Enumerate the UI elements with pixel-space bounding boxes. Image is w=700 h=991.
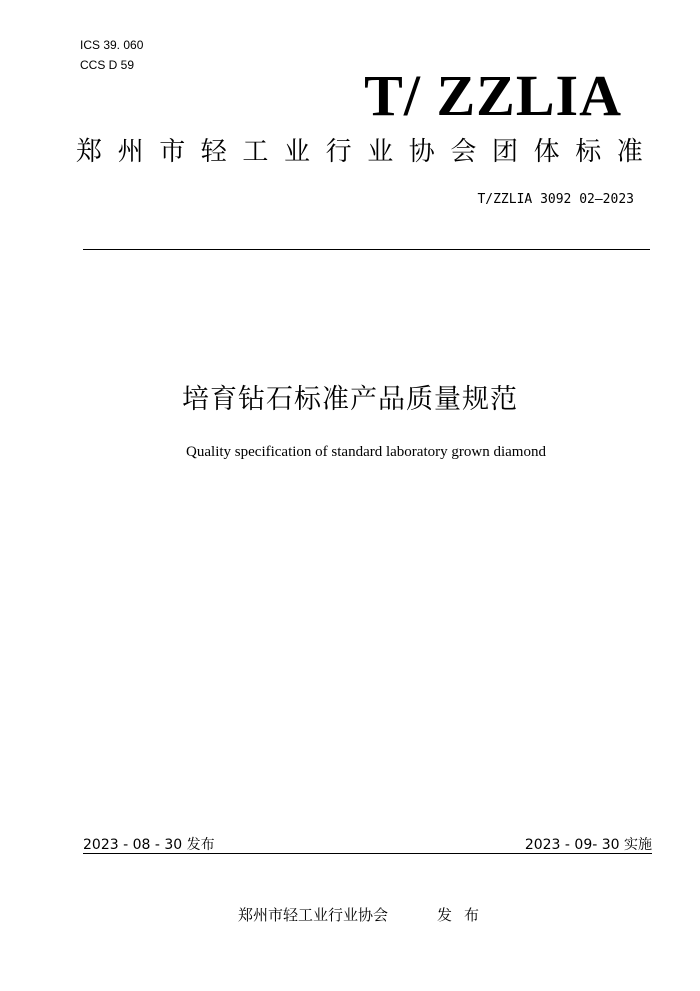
- standard-number: T/ZZLIA 3092 02—2023: [477, 192, 634, 207]
- issue-date: 2023 - 08 - 30 发布: [83, 837, 215, 853]
- publish-label: 发布: [437, 906, 492, 924]
- ccs-code: CCS D 59: [80, 58, 135, 72]
- publisher-name: 郑州市轻工业行业协会: [238, 906, 389, 924]
- document-title-english: Quality specification of standard laboratory grown diamond: [186, 444, 546, 460]
- document-title: 培育钻石标准产品质量规范: [182, 384, 518, 415]
- association-standard-title: 郑州市轻工业行业协会团体标准: [76, 137, 659, 167]
- bottom-divider: [83, 853, 652, 854]
- top-divider: [83, 249, 650, 250]
- implementation-date: 2023 - 09- 30 实施: [524, 837, 652, 853]
- standard-logo: T/ ZZLIA: [364, 63, 622, 128]
- ics-code: ICS 39. 060: [80, 38, 144, 52]
